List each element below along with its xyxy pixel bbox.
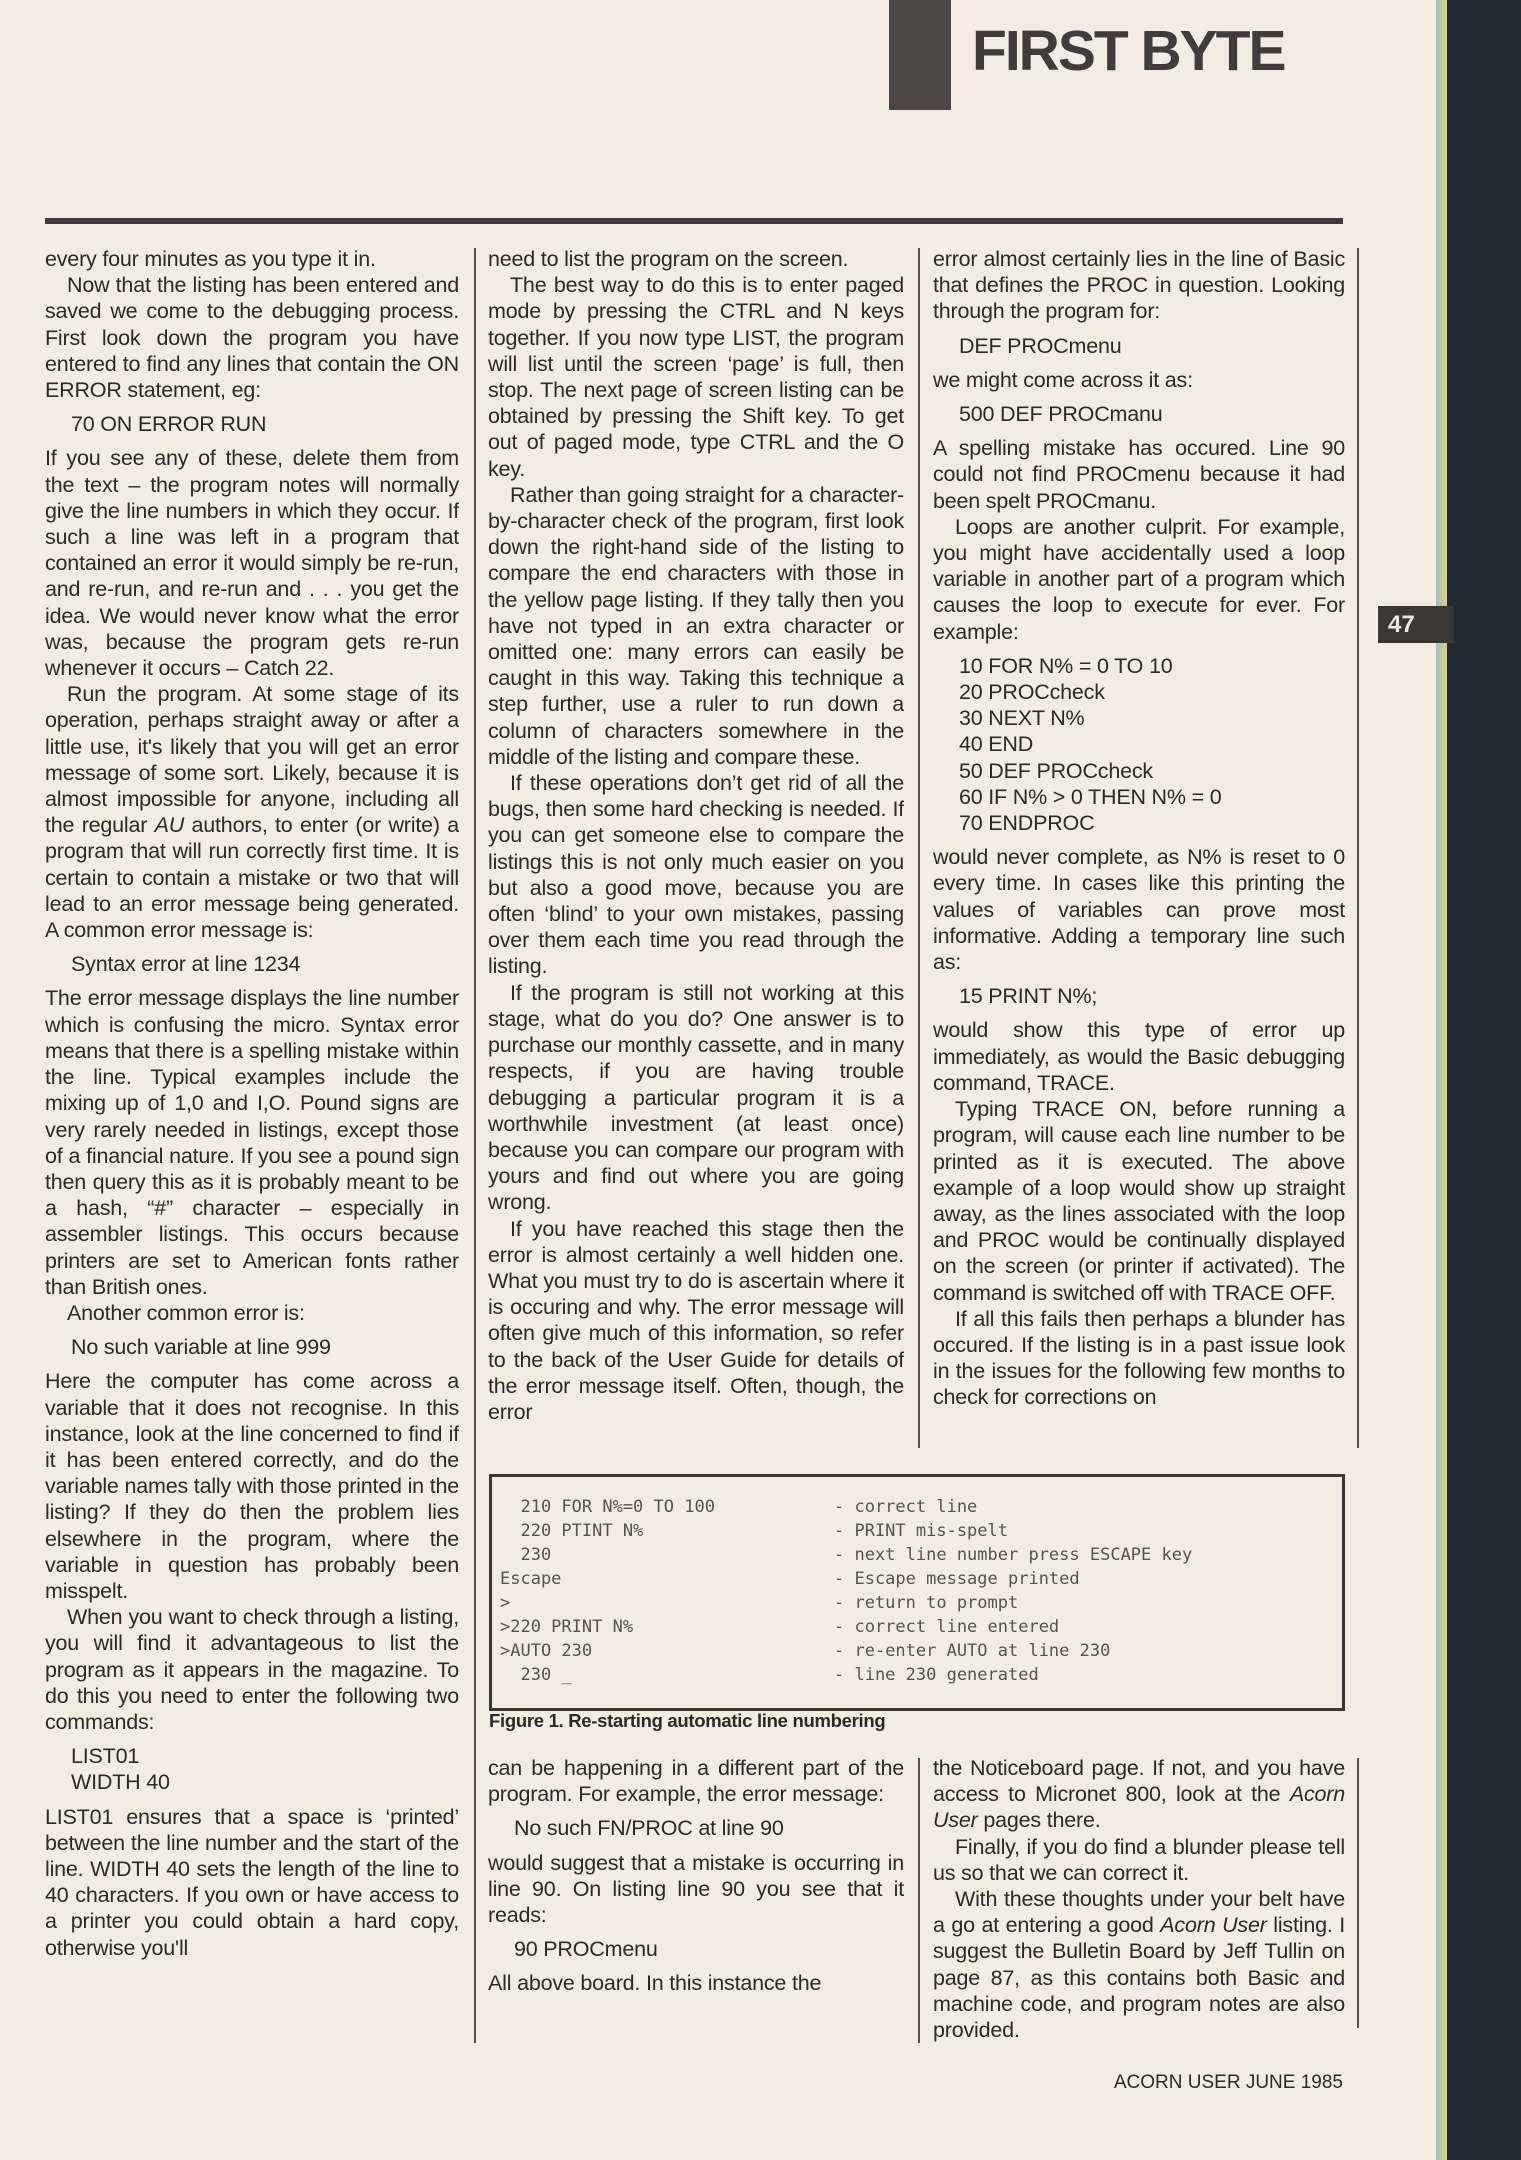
- figure-comment: - line 230 generated: [834, 1665, 1039, 1685]
- paragraph: All above board. In this instance the: [488, 1971, 822, 1996]
- code-line: 15 PRINT N%;: [959, 984, 1098, 1009]
- section-title: FIRST BYTE: [972, 19, 1285, 83]
- paragraph: would suggest that a mistake is occurring in line 90. On listing line 90 you see that it reads:: [488, 1850, 904, 1928]
- column-divider: [474, 248, 476, 2043]
- paragraph: error almost certainly lies in the line of Basic that defines the PROC in question. Looking through the program for:: [933, 247, 1345, 324]
- figure-caption: Figure 1. Re-starting automatic line numbering: [489, 1710, 886, 1731]
- paragraph: can be happening in a different part of the program. For example, the error message:: [488, 1756, 904, 1807]
- page-edge: [1436, 0, 1447, 2160]
- issue-footer: ACORN USER JUNE 1985: [1113, 2072, 1343, 2093]
- figure-comment: - re-enter AUTO at line 230: [834, 1641, 1111, 1661]
- code-listing: [959, 983, 1345, 1009]
- code-line: 40 END: [959, 732, 1034, 757]
- figure-comment: - PRINT mis-spelt: [834, 1521, 1008, 1541]
- code-line: No such FN/PROC at line 90: [514, 1816, 784, 1841]
- article-column-1: [45, 246, 459, 2046]
- paragraph: Rather than going straight for a character-by-character check of the program, first look down the right-hand side of the listing to compare the end characters with those in the yellow page listing. If they tally then you have not typed in an extra character or omitted one: many errors can easily be caught in this way. Taking this technique a step further, use a ruler to run down a column of characters somewhere in the middle of the listing and compare these.: [488, 482, 904, 769]
- figure-code: 210 FOR N%=0 TO 100: [500, 1497, 715, 1517]
- paragraph: The error message displays the line number which is confusing the micro. Syntax error means that there is a spelling mistake within the line. Typical examples include the mixing up of 1,0 and I,O. Pound signs are very rarely needed in listings, except those of a financial nature. If you see a pound sign then query this as it is probably meant to be a hash, “#” character – especially in assembler listings. This occurs because printers are set to American fonts rather than British ones.: [45, 986, 459, 1299]
- article-column-2-top: [488, 246, 904, 1451]
- background-edge: [1447, 0, 1521, 2160]
- paragraph: With these thoughts under your belt have a go at entering a good Acorn User listing. I suggest the Bulletin Board by Jeff Tullin on page 87, as this contains both Basic and machine code, and program notes are also provided.: [933, 1887, 1345, 2043]
- code-listing: [959, 333, 1345, 359]
- code-line: WIDTH 40: [71, 1770, 170, 1795]
- paragraph: the Noticeboard page. If not, and you have access to Micronet 800, look at the Acorn User pages there.: [933, 1756, 1345, 1833]
- code-line: 60 IF N% > 0 THEN N% = 0: [959, 784, 1222, 809]
- paragraph: Typing TRACE ON, before running a program, will cause each line number to be printed as it is executed. The above example of a loop would show up straight away, as the lines associated with the loop and PROC would be continually displayed on the screen (or printer if activated). The command is switched off with TRACE OFF.: [933, 1097, 1345, 1305]
- figure-comment: - correct line: [834, 1497, 978, 1517]
- code-line: 90 PROCmenu: [514, 1937, 658, 1962]
- figure-comment: - correct line entered: [834, 1617, 1060, 1637]
- figure-comment: - next line number press ESCAPE key: [834, 1545, 1193, 1565]
- paragraph: If the program is still not working at this stage, what do you do? One answer is to purchase our monthly cassette, and in many respects, if you are having trouble debugging a particular program it is a worthwhile investment (at least once) because you can compare our program with yours and find out where you are going wrong.: [488, 980, 904, 1215]
- column-divider: [1357, 248, 1359, 1448]
- paragraph: If these operations don’t get rid of all the bugs, then some hard checking is needed. If you can get someone else to compare the listings this is not only much easier on you but also a good move, because you are often ‘blind’ to your own mistakes, passing over them each time you read through the listing.: [488, 771, 904, 979]
- code-line: 50 DEF PROCcheck: [959, 758, 1153, 783]
- code-line: 20 PROCcheck: [959, 680, 1105, 705]
- figure-code: 230 _: [500, 1665, 572, 1685]
- figure-1-listing-box: [489, 1474, 1345, 1711]
- paragraph: Here the computer has come across a variable that it does not recognise. In this instance, look at the line concerned to find if it has been entered correctly, and do the variable names tally with those printed in the listing? If they do then the problem lies elsewhere in the program, where the variable in question has probably been misspelt.: [45, 1369, 459, 1603]
- code-line: 500 DEF PROCmanu: [959, 402, 1163, 427]
- paragraph: Run the program. At some stage of its operation, perhaps straight away or after a little use, it's likely that you will get an error message of some sort. Likely, because it is almost impossible for anyone, including all the regular AU authors, to enter (or write) a program that will run correctly first time. It is certain to contain a mistake or two that will lead to an error message being generated. A common error message is:: [45, 682, 459, 943]
- figure-code: >AUTO 230: [500, 1641, 593, 1661]
- paragraph: would never complete, as N% is reset to 0 every time. In cases like this printing the values of variables can prove most informative. Adding a temporary line such as:: [933, 845, 1345, 975]
- paragraph: If all this fails then perhaps a blunder has occured. If the listing is in a past issue look in the issues for the following few months to check for corrections on: [933, 1306, 1345, 1410]
- code-listing: [71, 1743, 459, 1795]
- code-listing: [514, 1936, 904, 1962]
- column-divider: [918, 248, 920, 1448]
- code-listing: [71, 411, 459, 437]
- figure-code: 230: [500, 1545, 552, 1565]
- section-marker-block: [889, 0, 951, 110]
- code-line: 70 ENDPROC: [959, 811, 1095, 836]
- figure-code: Escape: [500, 1569, 562, 1589]
- paragraph: need to list the program on the screen.: [488, 247, 849, 271]
- column-divider: [1357, 1758, 1359, 2028]
- code-line: DEF PROCmenu: [959, 333, 1122, 358]
- paragraph: If you see any of these, delete them from the text – the program notes will normally give the line numbers in which they occur. If such a line was left in a program that contained an error it would simply be re-run, and re-run, and re-run and . . . you get the idea. We would never know what the error was, because the program gets re-run whenever it occurs – Catch 22.: [45, 446, 459, 681]
- code-listing: [959, 653, 1345, 836]
- paragraph: would show this type of error up immediately, as would the Basic debugging command, TRACE.: [933, 1018, 1345, 1095]
- code-line: 10 FOR N% = 0 TO 10: [959, 653, 1173, 678]
- code-line: LIST01: [71, 1744, 140, 1769]
- paragraph: LIST01 ensures that a space is ‘printed’ between the line number and the start of the line. WIDTH 40 sets the length of the line to 40 characters. If you own or have access to a printer you could obtain a hard copy, otherwise you'll: [45, 1804, 459, 1960]
- figure-code: >: [500, 1593, 511, 1613]
- paragraph: we might come across it as:: [933, 367, 1193, 392]
- code-listing: [514, 1815, 904, 1841]
- figure-code: 220 PTINT N%: [500, 1521, 644, 1541]
- code-line: 70 ON ERROR RUN: [71, 412, 267, 437]
- paragraph: When you want to check through a listing, you will find it advantageous to list the program as it appears in the magazine. To do this you need to enter the following two commands:: [45, 1605, 459, 1734]
- figure-comment: - return to prompt: [834, 1593, 1019, 1613]
- article-column-2-bottom: [488, 1755, 904, 2045]
- paragraph: If you have reached this stage then the error is almost certainly a well hidden one. What you must try to do is ascertain where it is occuring and why. The error message will often give much of this information, so refer to the back of the User Guide for details of the error message itself. Often, though, the error: [488, 1216, 904, 1424]
- paragraph: every four minutes as you type it in.: [45, 247, 376, 271]
- paragraph: Another common error is:: [67, 1300, 305, 1325]
- column-divider: [918, 1758, 920, 2043]
- paragraph: Loops are another culprit. For example, you might have accidentally used a loop variable in another part of a program which causes the loop to execute for ever. For example:: [933, 514, 1345, 644]
- figure-comment: - Escape message printed: [834, 1569, 1080, 1589]
- code-listing: [71, 1334, 459, 1360]
- header-rule: [45, 218, 1343, 224]
- paragraph: Finally, if you do find a blunder please tell us so that we can correct it.: [933, 1834, 1345, 1885]
- article-column-3-top: [933, 246, 1345, 1451]
- article-column-3-bottom: [933, 1755, 1345, 2045]
- code-line: Syntax error at line 1234: [71, 952, 301, 977]
- code-listing: [71, 951, 459, 977]
- paragraph: Now that the listing has been entered and saved we come to the debugging process. First look down the program you have entered to find any lines that contain the ON ERROR statement, eg:: [45, 273, 459, 403]
- figure-code: >220 PRINT N%: [500, 1617, 634, 1637]
- page-number-tab: 47: [1378, 606, 1454, 643]
- paragraph: The best way to do this is to enter paged mode by pressing the CTRL and N keys together. If you now type LIST, the program will list until the screen ‘page’ is full, then stop. The next page of screen listing can be obtained by pressing the Shift key. To get out of paged mode, type CTRL and the O key.: [488, 273, 904, 481]
- code-listing: [959, 401, 1345, 427]
- paragraph: A spelling mistake has occured. Line 90 could not find PROCmenu because it had been spelt PROCmanu.: [933, 436, 1345, 513]
- code-line: No such variable at line 999: [71, 1335, 331, 1360]
- code-line: 30 NEXT N%: [959, 706, 1085, 731]
